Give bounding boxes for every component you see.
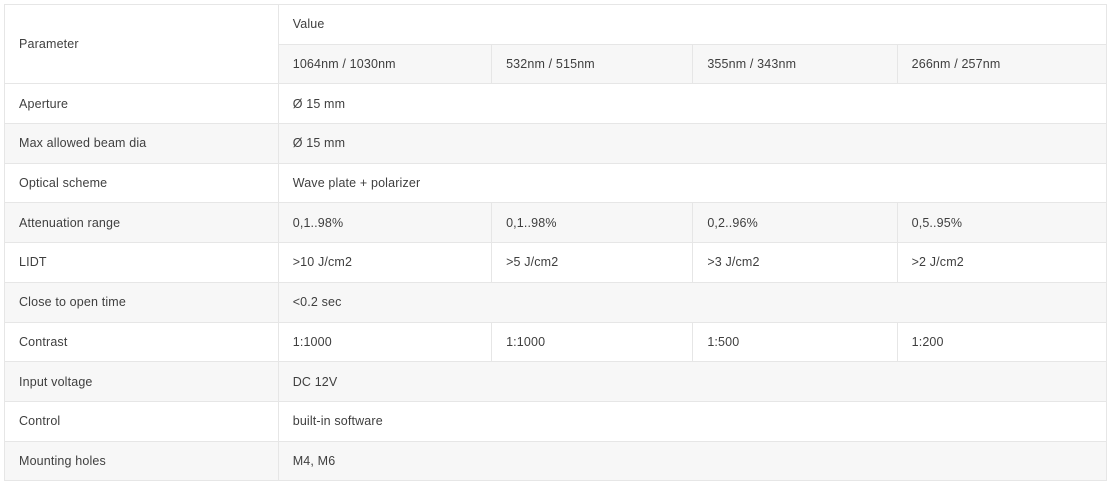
row-value: 1:1000 xyxy=(492,322,693,362)
header-wavelength-3: 355nm / 343nm xyxy=(693,44,897,84)
row-parameter: Mounting holes xyxy=(5,441,279,481)
table-row xyxy=(5,441,1107,481)
header-parameter-cell: Parameter xyxy=(5,5,279,84)
table-row xyxy=(5,401,1107,441)
row-parameter: Contrast xyxy=(5,322,279,362)
table-header-row xyxy=(5,5,1107,45)
table-row xyxy=(5,84,1107,124)
row-value: Wave plate + polarizer xyxy=(278,163,1106,203)
row-value: 0,1..98% xyxy=(492,203,693,243)
row-value: Ø 15 mm xyxy=(278,124,1106,164)
row-value: 0,2..96% xyxy=(693,203,897,243)
row-value: 1:500 xyxy=(693,322,897,362)
row-parameter: Aperture xyxy=(5,84,279,124)
row-parameter: Max allowed beam dia xyxy=(5,124,279,164)
row-value: DC 12V xyxy=(278,362,1106,402)
row-parameter: LIDT xyxy=(5,243,279,283)
row-parameter: Attenuation range xyxy=(5,203,279,243)
row-parameter: Input voltage xyxy=(5,362,279,402)
specifications-table xyxy=(4,4,1107,481)
row-value: built-in software xyxy=(278,401,1106,441)
row-value: >10 J/cm2 xyxy=(278,243,491,283)
table-row xyxy=(5,124,1107,164)
row-value: M4, M6 xyxy=(278,441,1106,481)
row-value: Ø 15 mm xyxy=(278,84,1106,124)
table-row xyxy=(5,282,1107,322)
row-parameter: Optical scheme xyxy=(5,163,279,203)
table-row xyxy=(5,203,1107,243)
header-wavelength-4: 266nm / 257nm xyxy=(897,44,1106,84)
row-value: 0,1..98% xyxy=(278,203,491,243)
row-value: >2 J/cm2 xyxy=(897,243,1106,283)
table-row xyxy=(5,163,1107,203)
row-value: 1:1000 xyxy=(278,322,491,362)
table-row xyxy=(5,322,1107,362)
header-value-cell: Value xyxy=(278,5,1106,45)
table-row xyxy=(5,243,1107,283)
row-value: 0,5..95% xyxy=(897,203,1106,243)
row-value: >5 J/cm2 xyxy=(492,243,693,283)
table-body xyxy=(5,5,1107,481)
row-value: >3 J/cm2 xyxy=(693,243,897,283)
row-parameter: Close to open time xyxy=(5,282,279,322)
row-value: 1:200 xyxy=(897,322,1106,362)
table-row xyxy=(5,362,1107,402)
header-wavelength-2: 532nm / 515nm xyxy=(492,44,693,84)
row-value: <0.2 sec xyxy=(278,282,1106,322)
row-parameter: Control xyxy=(5,401,279,441)
header-wavelength-1: 1064nm / 1030nm xyxy=(278,44,491,84)
